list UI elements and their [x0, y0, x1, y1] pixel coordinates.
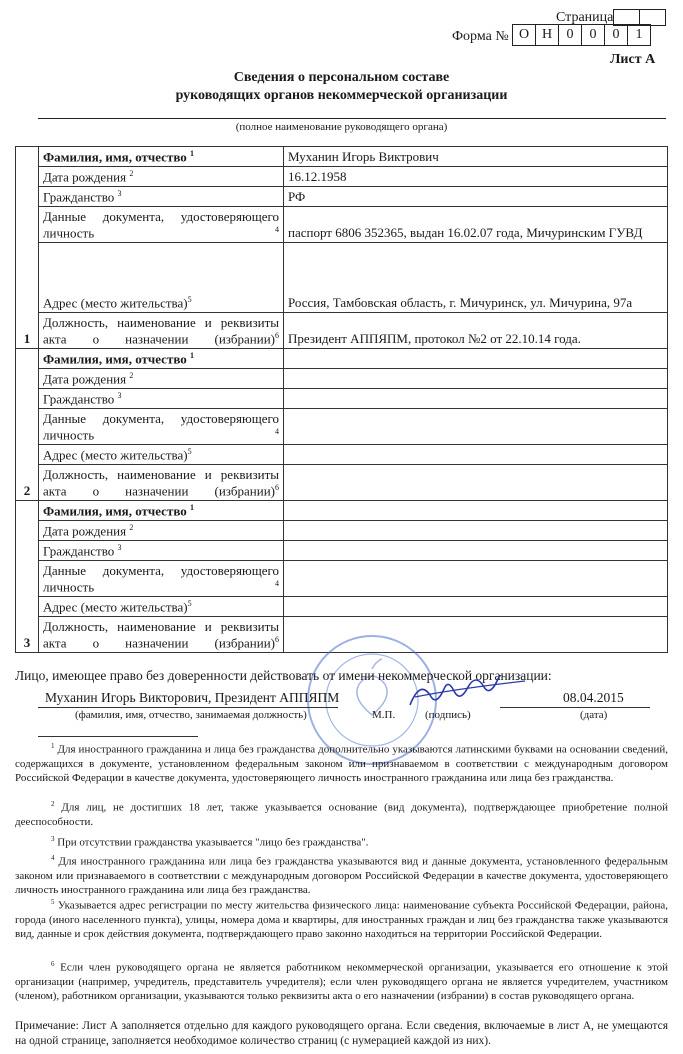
- value-position[interactable]: [284, 465, 668, 501]
- label-position: Должность, наименование и реквизиты акта о назначении (избрании)$^6$: [39, 617, 284, 653]
- org-name-caption: (полное наименование руководящего органа): [235, 121, 448, 133]
- table-row: [16, 207, 668, 243]
- label-name: Фамилия, имя, отчество $^1$: [39, 501, 284, 521]
- value-birth[interactable]: [284, 521, 668, 541]
- value-address[interactable]: [284, 597, 668, 617]
- table-row: [16, 147, 668, 167]
- org-name-line[interactable]: [38, 118, 666, 119]
- person-number: 2: [16, 349, 39, 501]
- label-citizenship: Гражданство $^3$: [39, 541, 284, 561]
- label-address: Адрес (место жительства)$^5$: [39, 445, 284, 465]
- footnote-5: $^5$ Указывается адрес регистрации по месту жительства физического лица: наименование субъекта Российской Федерации, района, города (иного населенного пункта), улицы, номера дома и квартиры, для иностранных граждан и лиц без гражданства также указываются вид, данные и срок действия документа, подтверждающего право законно находиться на территории Российской Федерации.: [15, 898, 668, 940]
- date-line: [500, 707, 650, 708]
- footnote-3: $^3$ При отсутствии гражданства указывается "лицо без гражданства".: [51, 835, 369, 849]
- label-doc: Данные документа, удостоверяющего личность $^4$: [39, 207, 284, 243]
- table-row: [16, 349, 668, 369]
- form-code-cell: Н: [535, 24, 559, 46]
- value-birth[interactable]: 16.12.1958: [284, 167, 668, 187]
- signature-date[interactable]: 08.04.2015: [563, 690, 624, 705]
- table-row: [16, 409, 668, 445]
- label-position: Должность, наименование и реквизиты акта о назначении (избрании)$^6$: [39, 465, 284, 501]
- form-code-cell: 0: [604, 24, 628, 46]
- table-row: [16, 597, 668, 617]
- value-name[interactable]: Муханин Игорь Виктрович: [284, 147, 668, 167]
- label-citizenship: Гражданство $^3$: [39, 187, 284, 207]
- table-row: [16, 445, 668, 465]
- table-row: [16, 243, 668, 313]
- page-title: Сведения о персональном составе: [233, 70, 450, 85]
- signer-rights-text: Лицо, имеющее право без доверенности действовать от имени некоммерческой организации:: [15, 668, 552, 683]
- value-address[interactable]: [284, 445, 668, 465]
- label-birth: Дата рождения $^2$: [39, 167, 284, 187]
- person-number: 3: [16, 501, 39, 653]
- table-row: [16, 389, 668, 409]
- form-code-cell: 0: [558, 24, 582, 46]
- persons-table: [15, 146, 668, 653]
- stamp-caption: М.П.: [372, 709, 396, 721]
- page-label: Страница: [556, 10, 614, 25]
- form-code-cell: 1: [627, 24, 651, 46]
- form-code-cells: [513, 24, 651, 46]
- value-doc[interactable]: [284, 409, 668, 445]
- label-citizenship: Гражданство $^3$: [39, 389, 284, 409]
- form-code-cell: 0: [581, 24, 605, 46]
- label-doc: Данные документа, удостоверяющего личность $^4$: [39, 409, 284, 445]
- footnote-4: $^4$ Для иностранного гражданина или лица без гражданства указываются вид и данные документа, установленного федеральным законом или признаваемого в соответствии с международным договором Российской Федерации в качестве документа, удостоверяющего личность иностранного гражданина или лица без гражданства.: [15, 854, 669, 896]
- footnote-1: $^1$ Для иностранного гражданина и лица без гражданства дополнительно указываются латинскими буквами на основании сведений, содержащихся в документе, установленном федеральным законом или признаваемом в соответствии с международным договором Российской Федерации в качестве документа, удостоверяющего личность иностранного гражданина или лица без гражданства.: [15, 742, 668, 784]
- person-number: 1: [16, 147, 39, 349]
- value-citizenship[interactable]: [284, 541, 668, 561]
- label-position: Должность, наименование и реквизиты акта о назначении (избрании)$^6$: [39, 313, 284, 349]
- table-row: [16, 369, 668, 389]
- label-birth: Дата рождения $^2$: [39, 521, 284, 541]
- value-citizenship[interactable]: [284, 389, 668, 409]
- value-name[interactable]: [284, 501, 668, 521]
- table-row: [16, 541, 668, 561]
- form-code-cell: О: [512, 24, 536, 46]
- value-position[interactable]: Президент АППЯПМ, протокол №2 от 22.10.14 года.: [284, 313, 668, 349]
- table-row: [16, 313, 668, 349]
- table-row: [16, 561, 668, 597]
- footer-note: Примечание: Лист А заполняется отдельно для каждого руководящего органа. Если сведения, включаемые в лист А, не умещаются на одной странице, заполняется необходимое количество страниц (с нумерацией каждой из них).: [15, 1020, 668, 1047]
- value-birth[interactable]: [284, 369, 668, 389]
- value-name[interactable]: [284, 349, 668, 369]
- label-address: Адрес (место жительства)$^5$: [39, 597, 284, 617]
- label-birth: Дата рождения $^2$: [39, 369, 284, 389]
- label-doc: Данные документа, удостоверяющего личность $^4$: [39, 561, 284, 597]
- page-subtitle: руководящих органов некоммерческой организации: [175, 88, 508, 103]
- signer-caption: (фамилия, имя, отчество, занимаемая должность): [75, 709, 307, 721]
- table-row: [16, 465, 668, 501]
- label-address: Адрес (место жительства)$^5$: [39, 243, 284, 313]
- value-doc[interactable]: [284, 561, 668, 597]
- value-citizenship[interactable]: РФ: [284, 187, 668, 207]
- signature-caption: (подпись): [425, 709, 471, 721]
- table-row: [16, 521, 668, 541]
- footnote-6: $^6$ Если член руководящего органа не является работником некоммерческой организации, указывается его отношение к этой организации (например, учредитель, представитель учредителя); если член руководящего органа не является учредителем, участником (членом), работником организации, указываются только реквизиты акта о его назначении (избрании) в состав руководящего органа.: [15, 960, 668, 1002]
- table-row: [16, 501, 668, 521]
- sheet-label: Лист А: [610, 52, 656, 67]
- label-name: Фамилия, имя, отчество $^1$: [39, 147, 284, 167]
- signer-name[interactable]: Муханин Игорь Викторович, Президент АППЯПМ: [45, 690, 340, 705]
- value-doc[interactable]: паспорт 6806 352365, выдан 16.02.07 года, Мичуринским ГУВД: [284, 207, 668, 243]
- value-address[interactable]: Россия, Тамбовская область, г. Мичуринск, ул. Мичурина, 97а: [284, 243, 668, 313]
- footnote-2: $^2$ Для лиц, не достигших 18 лет, также указывается основание (вид документа), подтверждающее приобретение полной дееспособности.: [15, 800, 668, 828]
- table-row: [16, 187, 668, 207]
- label-name: Фамилия, имя, отчество $^1$: [39, 349, 284, 369]
- signer-line: [38, 707, 338, 708]
- form-label: Форма №: [452, 29, 509, 44]
- date-caption: (дата): [580, 709, 608, 721]
- footnote-separator: [38, 736, 198, 737]
- table-row: [16, 167, 668, 187]
